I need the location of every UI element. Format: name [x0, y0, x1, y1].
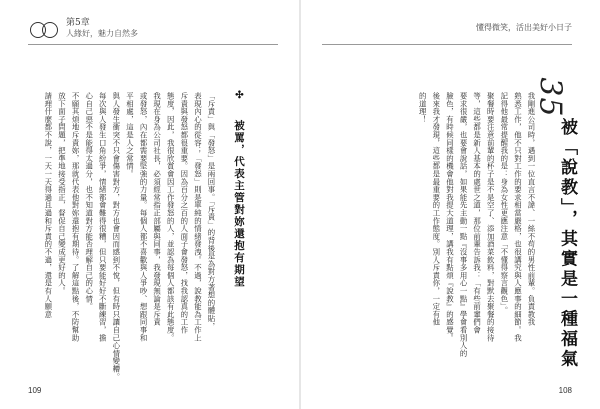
left_body-line: 態度，因此，我很欣賞會因工作發怒的人，並認為每個人都該有此態度。	[166, 92, 176, 342]
left_body-line: 每次與人發生口角紛爭，情緒都會難得很糟，但只要能好好不斷練習，擔	[98, 92, 108, 342]
article-title: 被「說教」，其實是一種福氣	[557, 118, 577, 370]
right_body-line: 記得他最常提醒我的是：身為女性更應注意「不懂得察言觀色」。	[499, 92, 509, 315]
subheading-text: 被罵，代表主管對妳還抱有期望	[233, 120, 245, 288]
right_body-line: 聚餐時要注意前輩的杯子是不是空了、添加酒菜飲料，對默去聚餐的接待	[486, 92, 496, 342]
page-number-right: 108	[558, 386, 572, 395]
left-body-text	[41, 92, 218, 381]
right_body-line: 後來我才發現，這些都是最重要的工作態度。別人斥責你，一定有他	[431, 92, 441, 326]
right_body-line: 臉色，有時候同樣的機會他對我提大道理，講我有點煩『說教』的感覺。	[445, 92, 455, 342]
left_body-line: 請理什麼都不說，一天一天得過且過和斥責的不過，還是有人願意	[43, 92, 53, 319]
page-number-left: 109	[28, 386, 42, 395]
chapter-label: 第5章	[66, 18, 90, 28]
right_body-line: 熟悉工作，他不只對工作的要求相當嚴格，也很講究與人應事的細節。我	[513, 92, 523, 342]
article-number: 35	[532, 77, 568, 118]
left_body-line: 或發怒，內在都需要堅強的力量。每個人都不喜歡與人爭吵、想跟同事和	[139, 92, 149, 342]
left_body-line: 心自己惡不是能得太過分，也不知道對方能否理解自己的心情。	[84, 92, 94, 311]
left_body-line: 我現在身為公司社長，必須經常指正部屬與同事，我發現無論是斥責	[152, 92, 162, 326]
bullet-mark-icon: ✣	[234, 90, 245, 103]
section-subheading	[232, 90, 247, 288]
running-title: 懂得微笑，活出美好小日子	[476, 23, 572, 32]
left_body-line: 不願其煩地斥責妳，那就代表他對妳還抱有期待。了解這點後，不防幫助	[71, 92, 81, 342]
chapter-info	[66, 18, 138, 39]
chapter-header	[28, 18, 138, 40]
left_body-line: 「斥責」與「發怒」是兩回事。「斥責」的背後是為對方著想的體貼，	[207, 92, 216, 331]
header-rule-right	[322, 44, 572, 45]
header-rule-left	[28, 44, 278, 45]
left_body-line: 與人發生衝突不只會傷害對方，對方也會因而感到不悅，但有時只讓自己心情變糟。	[111, 92, 121, 381]
chapter-subtitle: 人緣好，魅力自然多	[66, 29, 138, 38]
left_body-line: 平相處，這是人之常情。	[125, 92, 135, 178]
right_body-line: 的道理！	[418, 92, 428, 124]
right-page	[300, 0, 600, 409]
right_body-line: 要求很嚴，也要會說話，如果能先主動一點『沒事多用心一點』學會看別人的	[459, 92, 469, 358]
right_body-line: 我剛進公司時，遇到一位直言不諱、一絲不苟的男性前輩。負責教我	[527, 92, 536, 326]
chapter-logo-icon	[28, 18, 60, 40]
right-body-text	[416, 92, 538, 372]
left_body-line: 表現內心的從容；「發怒」則是單純的情緒發洩。不過，說教能為工作上	[193, 92, 203, 342]
left_body-line: 斥責與發怒都很重要。因為百分之百的人面子會發怒，找我認真的工作	[179, 92, 189, 334]
left_body-line: 放下面子問題，把準地接受指正，督促自己變成更好的人。	[57, 92, 67, 295]
right_body-line: 等，這些都是新人基本的處世之道，那位前輩告訴我：「有些前輩們會	[472, 92, 482, 334]
